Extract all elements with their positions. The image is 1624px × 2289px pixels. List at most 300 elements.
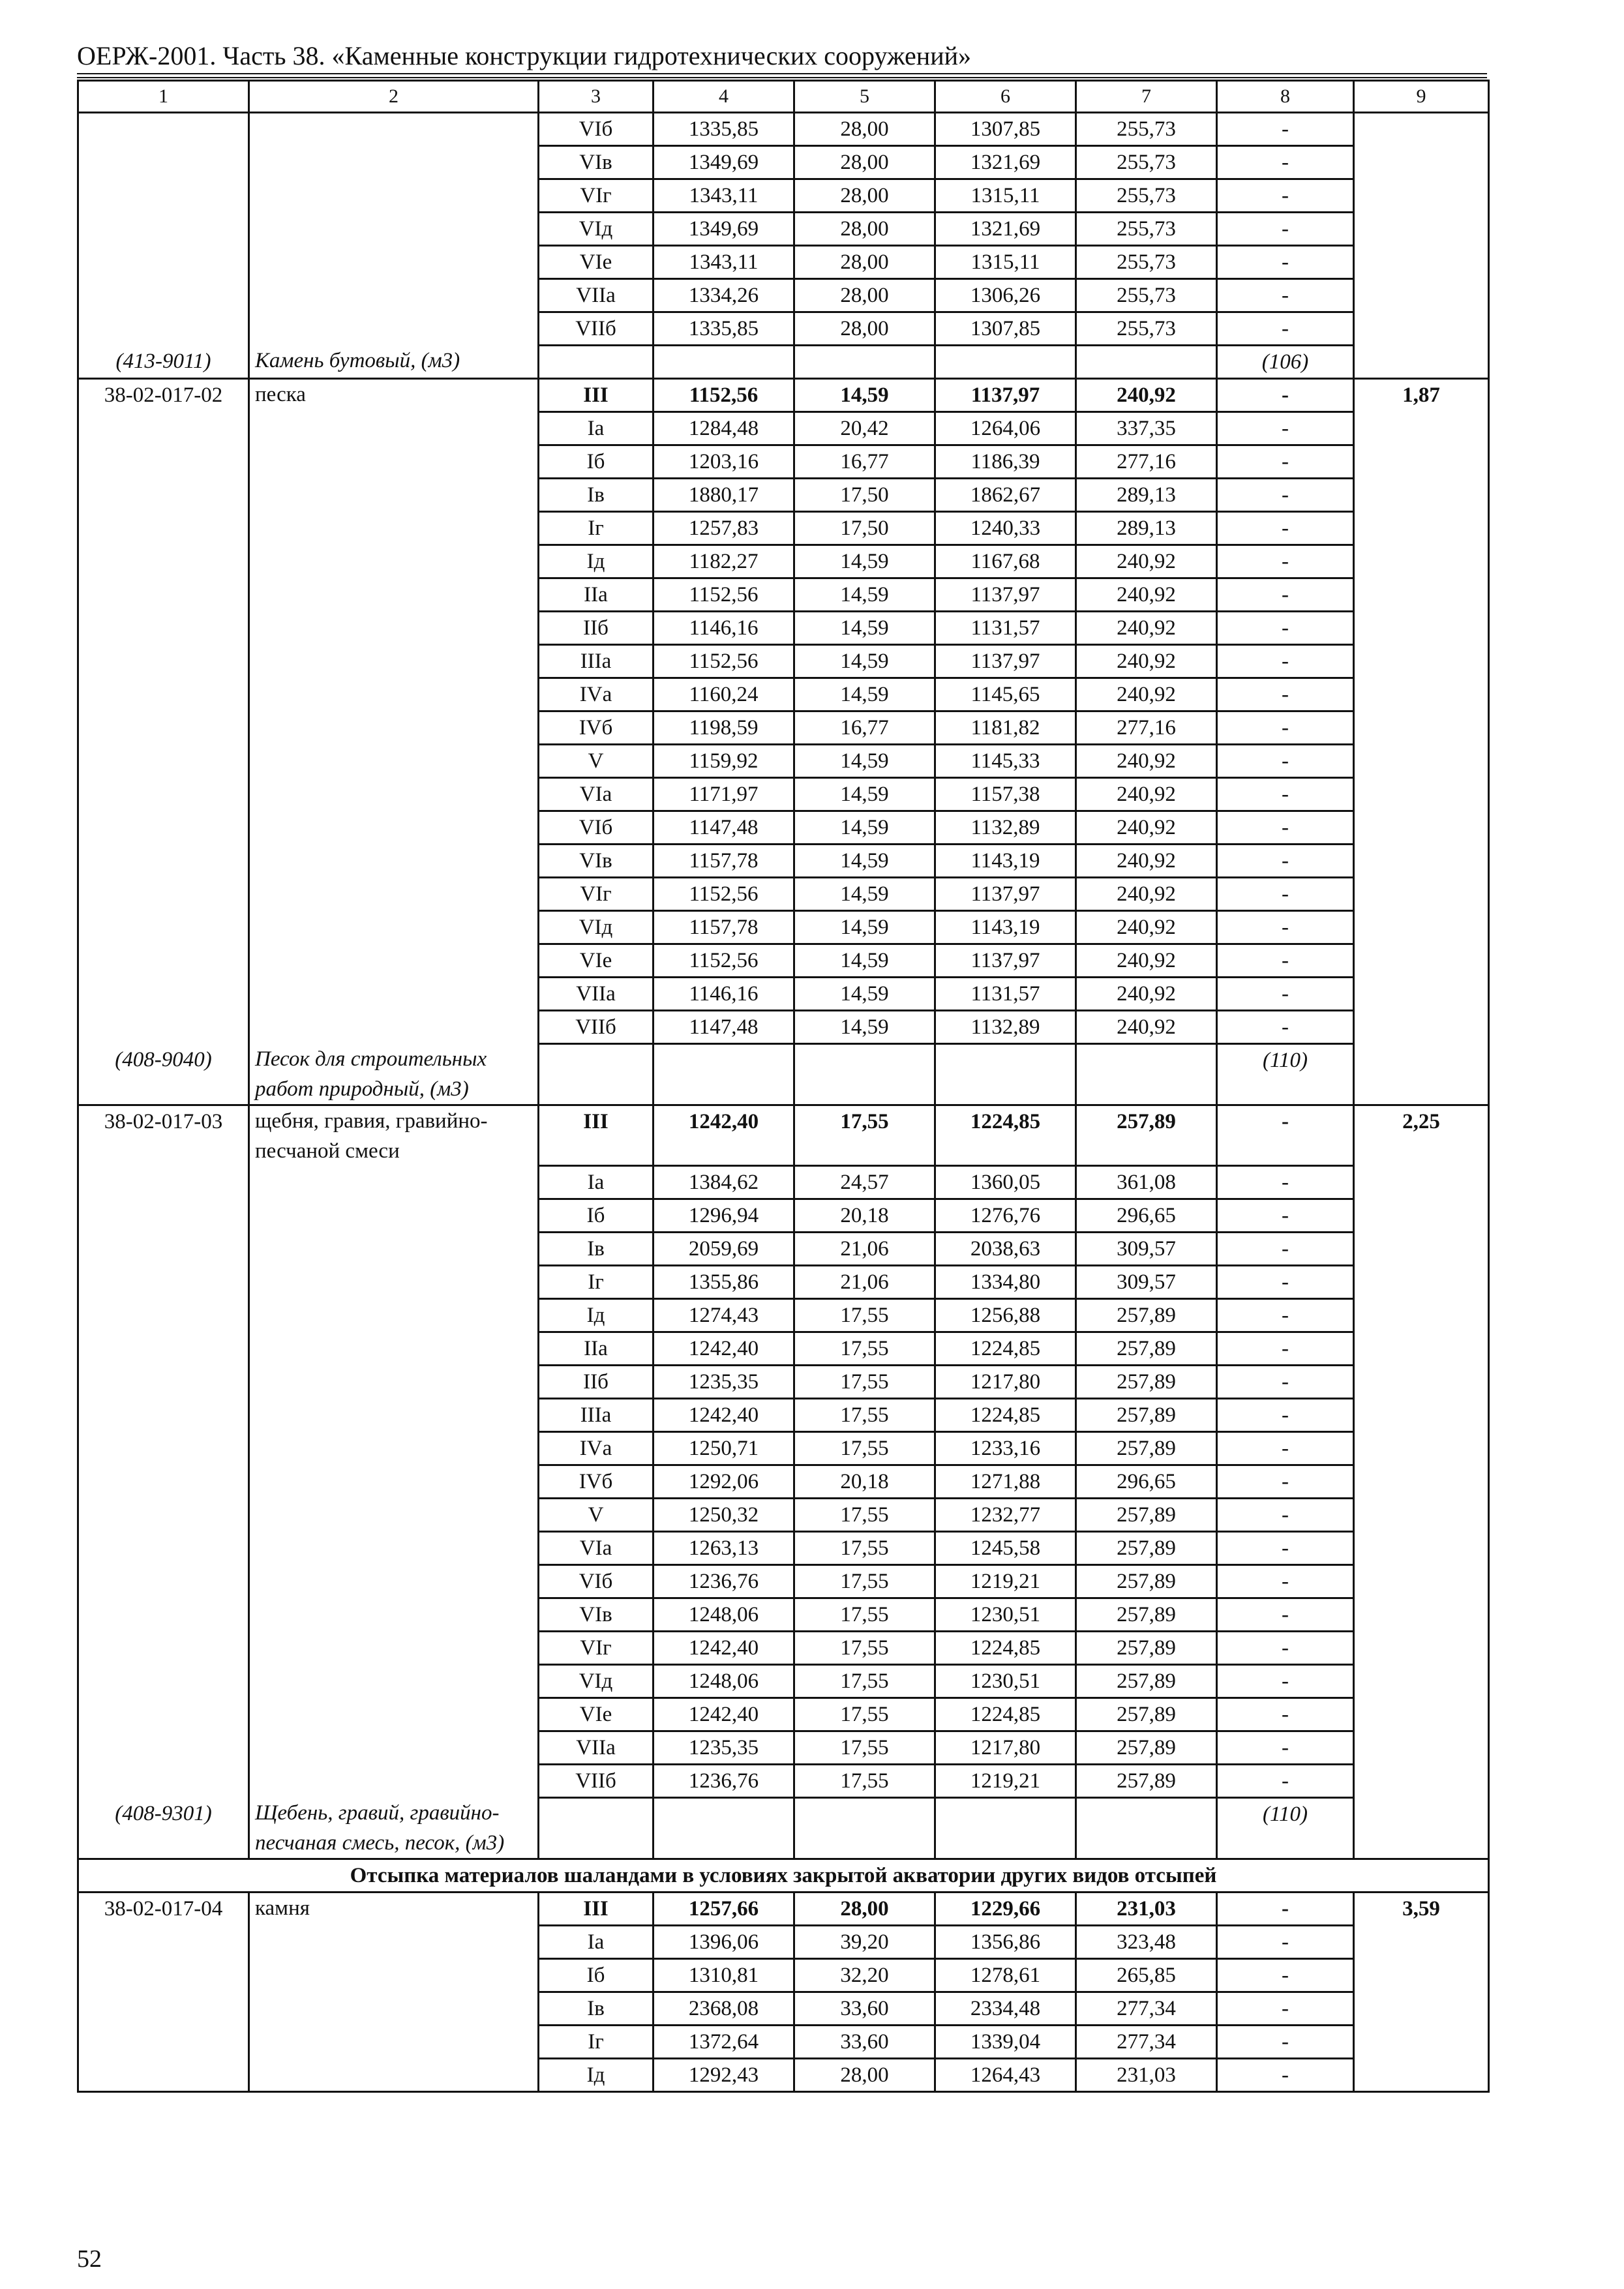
table-cell: 14,59: [794, 878, 935, 911]
resource-row: [78, 346, 1489, 379]
table-cell: 1232,77: [935, 1499, 1076, 1532]
table-cell: 240,92: [1076, 778, 1217, 811]
table-cell: 240,92: [1076, 545, 1217, 578]
table-row: [78, 2025, 1489, 2058]
table-row: [78, 1765, 1489, 1798]
table-cell: 257,89: [1076, 1565, 1217, 1598]
table-cell: Iа: [539, 1925, 654, 1958]
table-cell: -: [1217, 1731, 1354, 1765]
table-cell: VIе: [539, 246, 654, 279]
table-cell: Iд: [539, 1299, 654, 1332]
table-cell: Iг: [539, 1266, 654, 1299]
resource-name: Камень бутовый, (м3): [249, 346, 539, 379]
table-cell: VIе: [539, 1698, 654, 1731]
table-row: [78, 1432, 1489, 1465]
rate-name: щебня, гравия, гравийно-песчаной смеси: [249, 1105, 539, 1166]
table-cell: 28,00: [794, 213, 935, 246]
table-cell: 1360,05: [935, 1166, 1076, 1199]
table-cell: 17,55: [794, 1366, 935, 1399]
table-cell: 277,16: [1076, 445, 1217, 479]
table-cell: 14,59: [794, 1011, 935, 1044]
header-rule: [77, 73, 1487, 74]
table-cell: 240,92: [1076, 811, 1217, 845]
table-cell: 257,89: [1076, 1399, 1217, 1432]
section-title: Отсыпка материалов шаландами в условиях закрытой акватории других видов отсыпей: [78, 1859, 1489, 1892]
resource-code: (408-9040): [78, 1044, 249, 1105]
table-cell: -: [1217, 845, 1354, 878]
table-cell: 28,00: [794, 246, 935, 279]
table-cell: -: [1217, 479, 1354, 512]
table-row: [78, 1665, 1489, 1698]
table-cell: 1198,59: [654, 711, 794, 745]
table-row: [78, 1731, 1489, 1765]
table-cell: 28,00: [794, 146, 935, 179]
table-cell: -: [1217, 412, 1354, 445]
table-cell: 1186,39: [935, 445, 1076, 479]
table-cell: 1278,61: [935, 1958, 1076, 1992]
table-cell: 17,55: [794, 1532, 935, 1565]
table-cell: III: [539, 379, 654, 412]
table-cell: IIб: [539, 612, 654, 645]
resource-qty: (110): [1217, 1798, 1354, 1859]
table-cell: 1137,97: [935, 645, 1076, 678]
table-cell: 255,73: [1076, 246, 1217, 279]
table-cell: VIIб: [539, 1765, 654, 1798]
table-cell: -: [1217, 1765, 1354, 1798]
table-cell: 1349,69: [654, 146, 794, 179]
table-row: [78, 1266, 1489, 1299]
table-cell: 240,92: [1076, 612, 1217, 645]
table-cell: 1152,56: [654, 944, 794, 978]
table-cell: 1271,88: [935, 1465, 1076, 1499]
table-cell: 1292,06: [654, 1465, 794, 1499]
table-cell: 17,50: [794, 479, 935, 512]
table-cell: -: [1217, 1465, 1354, 1499]
table-cell: -: [1217, 1366, 1354, 1399]
table-cell: 289,13: [1076, 512, 1217, 545]
table-cell: 1236,76: [654, 1565, 794, 1598]
table-cell: 14,59: [794, 978, 935, 1011]
table-cell: 257,89: [1076, 1765, 1217, 1798]
table-cell: -: [1217, 612, 1354, 645]
table-cell: -: [1217, 1665, 1354, 1698]
table-cell: 1131,57: [935, 978, 1076, 1011]
table-cell: 240,92: [1076, 878, 1217, 911]
table-cell: 257,89: [1076, 1299, 1217, 1332]
table-row: [78, 1925, 1489, 1958]
table-cell: -: [1217, 179, 1354, 213]
table-cell: 1372,64: [654, 2025, 794, 2058]
table-cell: Iб: [539, 1199, 654, 1233]
table-cell: 240,92: [1076, 678, 1217, 711]
table-cell: 240,92: [1076, 745, 1217, 778]
table-cell: Iг: [539, 2025, 654, 2058]
table-cell: 14,59: [794, 778, 935, 811]
page-header: ОЕРЖ-2001. Часть 38. «Каменные конструкции гидротехнических сооружений»: [77, 41, 972, 70]
table-cell: III: [539, 1892, 654, 1925]
table-cell: IVб: [539, 711, 654, 745]
table-cell: 14,59: [794, 545, 935, 578]
column-header: 4: [654, 81, 794, 113]
table-cell: 257,89: [1076, 1499, 1217, 1532]
table-cell: -: [1217, 1698, 1354, 1731]
table-cell: VIд: [539, 213, 654, 246]
table-cell: 14,59: [794, 578, 935, 612]
table-cell: 257,89: [1076, 1731, 1217, 1765]
table-cell: 1219,21: [935, 1565, 1076, 1598]
table-cell: 28,00: [794, 1892, 935, 1925]
table-cell: 1396,06: [654, 1925, 794, 1958]
table-cell: -: [1217, 1332, 1354, 1366]
table-cell: 309,57: [1076, 1266, 1217, 1299]
table-row: [78, 246, 1489, 279]
table-cell: III: [539, 1105, 654, 1166]
table-cell: -: [1217, 1233, 1354, 1266]
table-cell: 255,73: [1076, 213, 1217, 246]
table-cell: Iа: [539, 1166, 654, 1199]
table-cell: 1248,06: [654, 1598, 794, 1632]
table-row: [78, 1332, 1489, 1366]
table-cell: 1250,32: [654, 1499, 794, 1532]
table-row: [78, 1399, 1489, 1432]
table-cell: 1137,97: [935, 578, 1076, 612]
table-cell: 257,89: [1076, 1532, 1217, 1565]
table-cell: -: [1217, 545, 1354, 578]
table-row: [78, 146, 1489, 179]
table-cell: -: [1217, 246, 1354, 279]
table-cell: 17,55: [794, 1432, 935, 1465]
rate-total: 2,25: [1354, 1105, 1489, 1166]
table-cell: 1263,13: [654, 1532, 794, 1565]
table-row: [78, 944, 1489, 978]
table-cell: -: [1217, 445, 1354, 479]
rate-total: 1,87: [1354, 379, 1489, 412]
table-cell: 257,89: [1076, 1698, 1217, 1731]
table-row: [78, 1465, 1489, 1499]
table-cell: 1145,65: [935, 678, 1076, 711]
table-cell: 1242,40: [654, 1105, 794, 1166]
table-cell: Iб: [539, 445, 654, 479]
table-cell: VIг: [539, 878, 654, 911]
column-header: 3: [539, 81, 654, 113]
table-cell: 17,55: [794, 1499, 935, 1532]
column-header: 7: [1076, 81, 1217, 113]
table-cell: 1321,69: [935, 146, 1076, 179]
table-cell: V: [539, 1499, 654, 1532]
table-cell: 240,92: [1076, 1011, 1217, 1044]
table-row: [78, 1632, 1489, 1665]
table-cell: -: [1217, 1892, 1354, 1925]
table-row: [78, 479, 1489, 512]
rate-code: 38-02-017-02: [78, 379, 249, 412]
table-cell: 1224,85: [935, 1698, 1076, 1731]
table-cell: Iд: [539, 2058, 654, 2091]
table-cell: 16,77: [794, 711, 935, 745]
table-cell: 1137,97: [935, 878, 1076, 911]
table-cell: 1152,56: [654, 379, 794, 412]
table-cell: 1137,97: [935, 944, 1076, 978]
table-cell: 1334,26: [654, 279, 794, 312]
table-cell: VIа: [539, 778, 654, 811]
table-cell: VIIб: [539, 1011, 654, 1044]
table-cell: 1229,66: [935, 1892, 1076, 1925]
table-cell: 231,03: [1076, 2058, 1217, 2091]
table-cell: 277,16: [1076, 711, 1217, 745]
table-cell: 255,73: [1076, 146, 1217, 179]
table-cell: -: [1217, 1105, 1354, 1166]
table-cell: 255,73: [1076, 179, 1217, 213]
table-cell: 296,65: [1076, 1199, 1217, 1233]
table-cell: 1242,40: [654, 1399, 794, 1432]
table-cell: 1257,83: [654, 512, 794, 545]
table-cell: Iв: [539, 1233, 654, 1266]
column-header: 1: [78, 81, 249, 113]
table-cell: 24,57: [794, 1166, 935, 1199]
table-cell: 257,89: [1076, 1432, 1217, 1465]
table-cell: VIг: [539, 179, 654, 213]
table-cell: -: [1217, 113, 1354, 146]
table-cell: 28,00: [794, 2058, 935, 2091]
table-cell: 1242,40: [654, 1698, 794, 1731]
table-cell: 20,18: [794, 1465, 935, 1499]
table-cell: -: [1217, 1565, 1354, 1598]
table-cell: 17,55: [794, 1332, 935, 1366]
table-row: [78, 1698, 1489, 1731]
table-cell: 1203,16: [654, 445, 794, 479]
table-cell: 1880,17: [654, 479, 794, 512]
table-cell: -: [1217, 1992, 1354, 2025]
table-cell: 240,92: [1076, 578, 1217, 612]
table-row: [78, 878, 1489, 911]
table-cell: -: [1217, 1499, 1354, 1532]
table-cell: -: [1217, 645, 1354, 678]
table-cell: 1160,24: [654, 678, 794, 711]
table-cell: 1284,48: [654, 412, 794, 445]
table-cell: 1233,16: [935, 1432, 1076, 1465]
table-cell: 1230,51: [935, 1665, 1076, 1698]
table-cell: V: [539, 745, 654, 778]
table-cell: 17,55: [794, 1399, 935, 1432]
table-cell: 14,59: [794, 612, 935, 645]
table-cell: 277,34: [1076, 2025, 1217, 2058]
table-cell: 2334,48: [935, 1992, 1076, 2025]
table-cell: 1274,43: [654, 1299, 794, 1332]
table-cell: -: [1217, 1399, 1354, 1432]
table-cell: 17,55: [794, 1665, 935, 1698]
table-cell: 277,34: [1076, 1992, 1217, 2025]
table-cell: 1167,68: [935, 545, 1076, 578]
table-cell: 17,50: [794, 512, 935, 545]
table-cell: VIб: [539, 1565, 654, 1598]
table-cell: 1355,86: [654, 1266, 794, 1299]
table-cell: -: [1217, 978, 1354, 1011]
table-cell: 231,03: [1076, 1892, 1217, 1925]
table-cell: 1132,89: [935, 811, 1076, 845]
table-cell: -: [1217, 213, 1354, 246]
table-cell: 1307,85: [935, 113, 1076, 146]
table-cell: 1240,33: [935, 512, 1076, 545]
table-cell: VIв: [539, 146, 654, 179]
rate-code: 38-02-017-04: [78, 1892, 249, 1925]
table-row: [78, 2058, 1489, 2091]
table-cell: IIа: [539, 1332, 654, 1366]
table-cell: 2038,63: [935, 1233, 1076, 1266]
table-row: [78, 778, 1489, 811]
table-cell: -: [1217, 778, 1354, 811]
table-cell: Iа: [539, 412, 654, 445]
column-header: 8: [1217, 81, 1354, 113]
table-cell: 1264,43: [935, 2058, 1076, 2091]
table-cell: 1256,88: [935, 1299, 1076, 1332]
table-row: [78, 1011, 1489, 1044]
table-cell: 255,73: [1076, 312, 1217, 346]
table-cell: -: [1217, 711, 1354, 745]
table-cell: VIб: [539, 113, 654, 146]
column-header: 2: [249, 81, 539, 113]
table-row: [78, 1565, 1489, 1598]
table-cell: 33,60: [794, 2025, 935, 2058]
table-cell: IIIа: [539, 645, 654, 678]
table-cell: 14,59: [794, 678, 935, 711]
table-cell: 309,57: [1076, 1233, 1217, 1266]
table-cell: 1335,85: [654, 312, 794, 346]
table-cell: 17,55: [794, 1731, 935, 1765]
table-row: [78, 113, 1489, 146]
table-cell: -: [1217, 512, 1354, 545]
table-cell: 1248,06: [654, 1665, 794, 1698]
table-cell: 1343,11: [654, 246, 794, 279]
resource-qty: (110): [1217, 1044, 1354, 1105]
table-cell: IIIа: [539, 1399, 654, 1432]
table-cell: 1152,56: [654, 578, 794, 612]
table-cell: -: [1217, 1299, 1354, 1332]
table-cell: 240,92: [1076, 978, 1217, 1011]
rate-name: песка: [249, 379, 539, 412]
table-cell: VIIа: [539, 279, 654, 312]
table-cell: 14,59: [794, 811, 935, 845]
table-cell: 1862,67: [935, 479, 1076, 512]
table-cell: VIа: [539, 1532, 654, 1565]
table-cell: 39,20: [794, 1925, 935, 1958]
table-row: [78, 1892, 1489, 1925]
table-cell: -: [1217, 2025, 1354, 2058]
table-cell: VIе: [539, 944, 654, 978]
table-row: [78, 745, 1489, 778]
resource-row: [78, 1798, 1489, 1859]
table-cell: 1224,85: [935, 1105, 1076, 1166]
table-cell: 1349,69: [654, 213, 794, 246]
table-cell: 17,55: [794, 1299, 935, 1332]
resource-name: Песок для строительных работ природный, (м3): [249, 1044, 539, 1105]
table-cell: 2059,69: [654, 1233, 794, 1266]
table-row: [78, 612, 1489, 645]
table-cell: 1306,26: [935, 279, 1076, 312]
table-row: [78, 1166, 1489, 1199]
table-cell: -: [1217, 578, 1354, 612]
table-cell: 240,92: [1076, 944, 1217, 978]
table-cell: -: [1217, 1958, 1354, 1992]
table-cell: 1292,43: [654, 2058, 794, 2091]
table-row: [78, 545, 1489, 578]
table-cell: 1335,85: [654, 113, 794, 146]
table-cell: IIа: [539, 578, 654, 612]
table-cell: VIд: [539, 911, 654, 944]
table-cell: 257,89: [1076, 1632, 1217, 1665]
table-cell: 255,73: [1076, 279, 1217, 312]
table-cell: 17,55: [794, 1698, 935, 1731]
table-cell: 1276,76: [935, 1199, 1076, 1233]
table-cell: 1230,51: [935, 1598, 1076, 1632]
table-row: [78, 911, 1489, 944]
table-cell: -: [1217, 1011, 1354, 1044]
table-cell: 17,55: [794, 1632, 935, 1665]
table-cell: 1315,11: [935, 179, 1076, 213]
table-cell: VIIб: [539, 312, 654, 346]
table-cell: 1132,89: [935, 1011, 1076, 1044]
table-row: [78, 379, 1489, 412]
table-cell: 240,92: [1076, 911, 1217, 944]
table-cell: 1235,35: [654, 1731, 794, 1765]
table-cell: -: [1217, 2058, 1354, 2091]
table-cell: 1250,71: [654, 1432, 794, 1465]
table-cell: 1356,86: [935, 1925, 1076, 1958]
table-cell: -: [1217, 279, 1354, 312]
column-header: 5: [794, 81, 935, 113]
table-cell: 1181,82: [935, 711, 1076, 745]
table-header-row: [78, 81, 1489, 113]
table-cell: -: [1217, 1199, 1354, 1233]
table-cell: 1217,80: [935, 1366, 1076, 1399]
header-rule-2: [77, 77, 1487, 78]
table-cell: 1384,62: [654, 1166, 794, 1199]
table-cell: 1152,56: [654, 645, 794, 678]
table-row: [78, 1499, 1489, 1532]
table-cell: 1146,16: [654, 612, 794, 645]
table-cell: 1157,78: [654, 911, 794, 944]
table-row: [78, 1532, 1489, 1565]
table-cell: VIв: [539, 1598, 654, 1632]
table-cell: 1224,85: [935, 1399, 1076, 1432]
table-cell: 1143,19: [935, 845, 1076, 878]
resource-qty: (106): [1217, 346, 1354, 379]
table-cell: 1242,40: [654, 1632, 794, 1665]
table-cell: 1315,11: [935, 246, 1076, 279]
column-header: 6: [935, 81, 1076, 113]
column-header: 9: [1354, 81, 1489, 113]
table-row: [78, 312, 1489, 346]
table-cell: 1157,38: [935, 778, 1076, 811]
table-cell: 1145,33: [935, 745, 1076, 778]
table-cell: Iв: [539, 479, 654, 512]
table-cell: 1321,69: [935, 213, 1076, 246]
table-cell: 240,92: [1076, 379, 1217, 412]
table-cell: VIв: [539, 845, 654, 878]
table-row: [78, 711, 1489, 745]
table-cell: -: [1217, 911, 1354, 944]
table-cell: VIг: [539, 1632, 654, 1665]
table-cell: 257,89: [1076, 1598, 1217, 1632]
table-cell: 2368,08: [654, 1992, 794, 2025]
table-cell: -: [1217, 1166, 1354, 1199]
rate-code: 38-02-017-03: [78, 1105, 249, 1166]
table-cell: Iб: [539, 1958, 654, 1992]
table-row: [78, 1299, 1489, 1332]
table-cell: 1224,85: [935, 1332, 1076, 1366]
rates-table: [77, 80, 1490, 2093]
table-cell: 257,89: [1076, 1366, 1217, 1399]
table-cell: 1219,21: [935, 1765, 1076, 1798]
table-row: [78, 1105, 1489, 1166]
